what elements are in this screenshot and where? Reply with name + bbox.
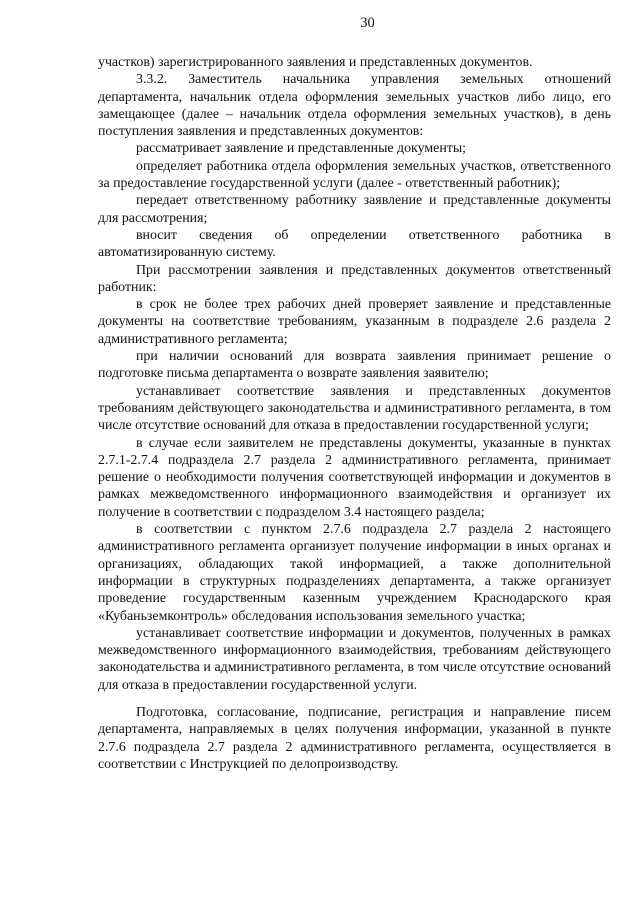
- paragraph-9: при наличии оснований для возврата заявления принимает решение о подготовке письма департамента о возврате заявления заявителю;: [98, 349, 611, 382]
- paragraph-1: участков) зарегистрированного заявления и представленных документов.: [98, 55, 533, 70]
- page-number: 30: [360, 15, 375, 31]
- paragraph-7: При рассмотрении заявления и представленных документов ответственный работник:: [98, 262, 611, 295]
- paragraph-2: 3.3.2. Заместитель начальника управления земельных отношений департамента, начальник отдела оформления земельных участков либо лицо, его замещающее (далее – начальник отдела оформления земельных участков), в день поступления заявления и представленных документов:: [98, 72, 611, 140]
- paragraph-3: рассматривает заявление и представленные документы;: [136, 141, 467, 157]
- paragraph-4: определяет работника отдела оформления земельных участков, ответственного за предоставление государственной услуги (далее - ответственный работник);: [98, 158, 611, 192]
- paragraph-12: в соответствии с пунктом 2.7.6 подраздела 2.7 раздела 2 настоящего административного регламента организует получение информации в иных органах и организациях, обладающих такой информацией, а также дополнительной информации в структурных подразделениях департамента, а также организует проведение государственным казенным учреждением Краснодарского края «Кубаньземконтроль» обследования использования земельного участка;: [98, 522, 611, 624]
- document-body: [98, 54, 611, 773]
- paragraph-14: Подготовка, согласование, подписание, регистрация и направление писем департамента, направляемых в целях получения информации, указанной в пункте 2.7.6 подраздела 2.7 раздела 2 административного регламента, осуществляется в соответствии с Инструкцией по делопроизводству.: [98, 704, 611, 772]
- paragraph-11: в случае если заявителем не представлены документы, указанные в пунктах 2.7.1-2.7.4 подраздела 2.7 раздела 2 административного регламента, принимает решение о необходимости получения соответствующей информации и документов в рамках межведомственного информационного взаимодействия и организует их получение в соответствии с подразделом 3.4 настоящего раздела;: [98, 435, 611, 520]
- paragraph-8: в срок не более трех рабочих дней проверяет заявление и представленные документы на соответствие требованиям, указанным в подразделе 2.6 раздела 2 административного регламента;: [98, 297, 611, 347]
- paragraph-5: передает ответственному работнику заявление и представленные документы для рассмотрения;: [98, 193, 611, 226]
- paragraph-13: устанавливает соответствие информации и документов, полученных в рамках межведомственного информационного взаимодействия, требованиям действующего законодательства и административного регламента, в том числе отсутствие оснований для отказа в предоставлении государственной услуги.: [98, 625, 611, 693]
- paragraph-10: устанавливает соответствие заявления и представленных документов требованиям действующего законодательства и административного регламента, в том числе отсутствие оснований для отказа в предоставлении государственной услуги;: [98, 383, 611, 434]
- paragraph-6: вносит сведения об определении ответственного работника в автоматизированную систему.: [98, 227, 611, 261]
